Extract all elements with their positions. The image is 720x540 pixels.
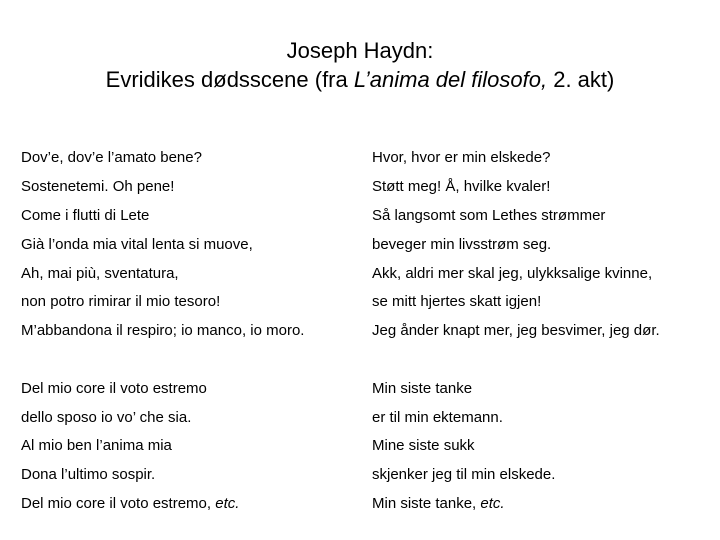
norwegian-line-text: Min siste tanke, (372, 495, 481, 512)
italian-line: M’abbandona il respiro; io manco, io moro. (21, 322, 305, 339)
italian-line: Al mio ben l’anima mia (21, 437, 172, 454)
italian-line (21, 495, 239, 513)
norwegian-line: se mitt hjertes skatt igjen! (372, 293, 542, 310)
italian-line: Come i flutti di Lete (21, 207, 150, 224)
norwegian-line: beveger min livsstrøm seg. (372, 236, 552, 253)
italian-line-text: Del mio core il voto estremo, (21, 495, 216, 512)
page-title (0, 36, 720, 94)
italian-line: Dona l’ultimo sospir. (21, 466, 156, 483)
norwegian-line-etc: etc. (480, 495, 505, 512)
norwegian-line (372, 495, 505, 513)
norwegian-line: Akk, aldri mer skal jeg, ulykksalige kvinne, (372, 265, 653, 282)
italian-line: Già l’onda mia vital lenta si muove, (21, 236, 253, 253)
norwegian-line: er til min ektemann. (372, 409, 503, 426)
title-line-2-italic: L’anima del filosofo, (353, 67, 548, 92)
title-line-2-prefix: Evridikes dødsscene (fra (105, 67, 354, 92)
italian-line: Dov’e, dov’e l’amato bene? (21, 149, 202, 166)
title-line-1: Joseph Haydn: (286, 38, 434, 63)
norwegian-line: Jeg ånder knapt mer, jeg besvimer, jeg dør. (372, 322, 660, 339)
norwegian-line: Så langsomt som Lethes strømmer (372, 207, 606, 224)
italian-line: dello sposo io vo’ che sia. (21, 409, 192, 426)
title-line-2 (0, 65, 720, 94)
norwegian-line: Mine siste sukk (372, 437, 475, 454)
norwegian-line: Støtt meg! Å, hvilke kvaler! (372, 178, 551, 195)
norwegian-line: skjenker jeg til min elskede. (372, 466, 556, 483)
italian-line: Ah, mai più, sventatura, (21, 265, 179, 282)
italian-line: Del mio core il voto estremo (21, 380, 207, 397)
italian-line-etc: etc. (215, 495, 240, 512)
norwegian-line: Min siste tanke (372, 380, 473, 397)
norwegian-line: Hvor, hvor er min elskede? (372, 149, 551, 166)
italian-line: non potro rimirar il mio tesoro! (21, 293, 221, 310)
italian-line: Sostenetemi. Oh pene! (21, 178, 175, 195)
title-line-2-suffix: 2. akt) (547, 67, 615, 92)
